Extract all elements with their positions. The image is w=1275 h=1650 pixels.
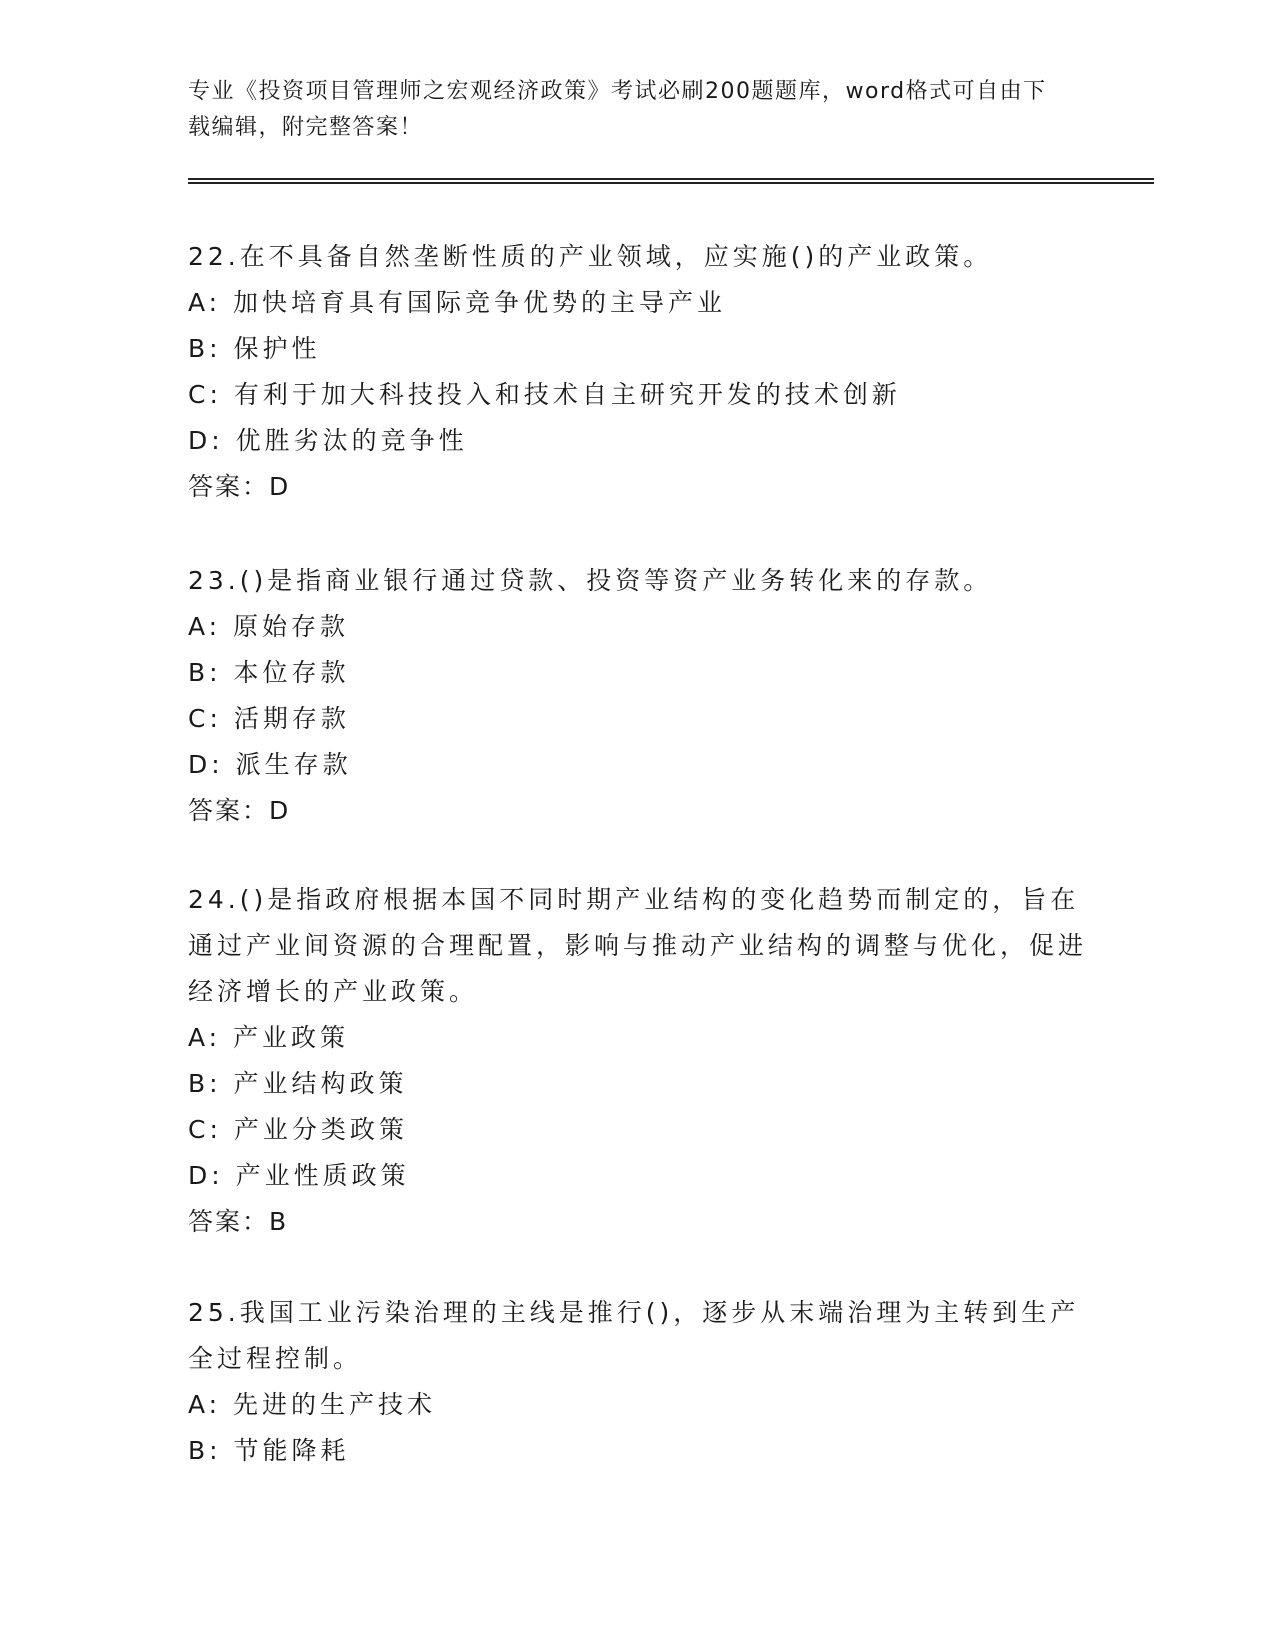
option-d: D: 优胜劣汰的竞争性 (188, 426, 468, 455)
question-stem: 22.在不具备自然垄断性质的产业领域，应实施()的产业政策。 (188, 242, 993, 271)
option-c: C: 有利于加大科技投入和技术自主研究开发的技术创新 (188, 380, 901, 409)
option-c: C: 产业分类政策 (188, 1115, 408, 1144)
option-a: A: 原始存款 (188, 612, 350, 641)
option-d: D: 派生存款 (188, 750, 352, 779)
option-b: B: 节能降耗 (188, 1436, 350, 1465)
option-a: A: 产业政策 (188, 1023, 350, 1052)
question-25 (188, 1290, 1088, 1474)
question-22 (188, 234, 1088, 510)
header-divider (188, 178, 1154, 184)
question-24 (188, 877, 1088, 1245)
answer-line: 答案：B (188, 1207, 289, 1236)
answer-line: 答案：D (188, 472, 291, 501)
document-header: 专业《投资项目管理师之宏观经济政策》考试必刷200题题库，word格式可自由下载编辑，附完整答案！ (188, 79, 1047, 140)
question-stem: 24.()是指政府根据本国不同时期产业结构的变化趋势而制定的，旨在通过产业间资源的合理配置，影响与推动产业结构的调整与优化，促进经济增长的产业政策。 (188, 885, 1088, 1006)
option-b: B: 本位存款 (188, 658, 350, 687)
answer-line: 答案：D (188, 796, 291, 825)
option-a: A: 加快培育具有国际竞争优势的主导产业 (188, 288, 727, 317)
option-c: C: 活期存款 (188, 704, 350, 733)
question-stem: 25.我国工业污染治理的主线是推行()，逐步从末端治理为主转到生产全过程控制。 (188, 1298, 1080, 1373)
question-23 (188, 558, 1088, 834)
option-b: B: 保护性 (188, 334, 321, 363)
question-stem: 23.()是指商业银行通过贷款、投资等资产业务转化来的存款。 (188, 566, 993, 595)
option-a: A: 先进的生产技术 (188, 1390, 437, 1419)
option-d: D: 产业性质政策 (188, 1161, 410, 1190)
option-b: B: 产业结构政策 (188, 1069, 408, 1098)
